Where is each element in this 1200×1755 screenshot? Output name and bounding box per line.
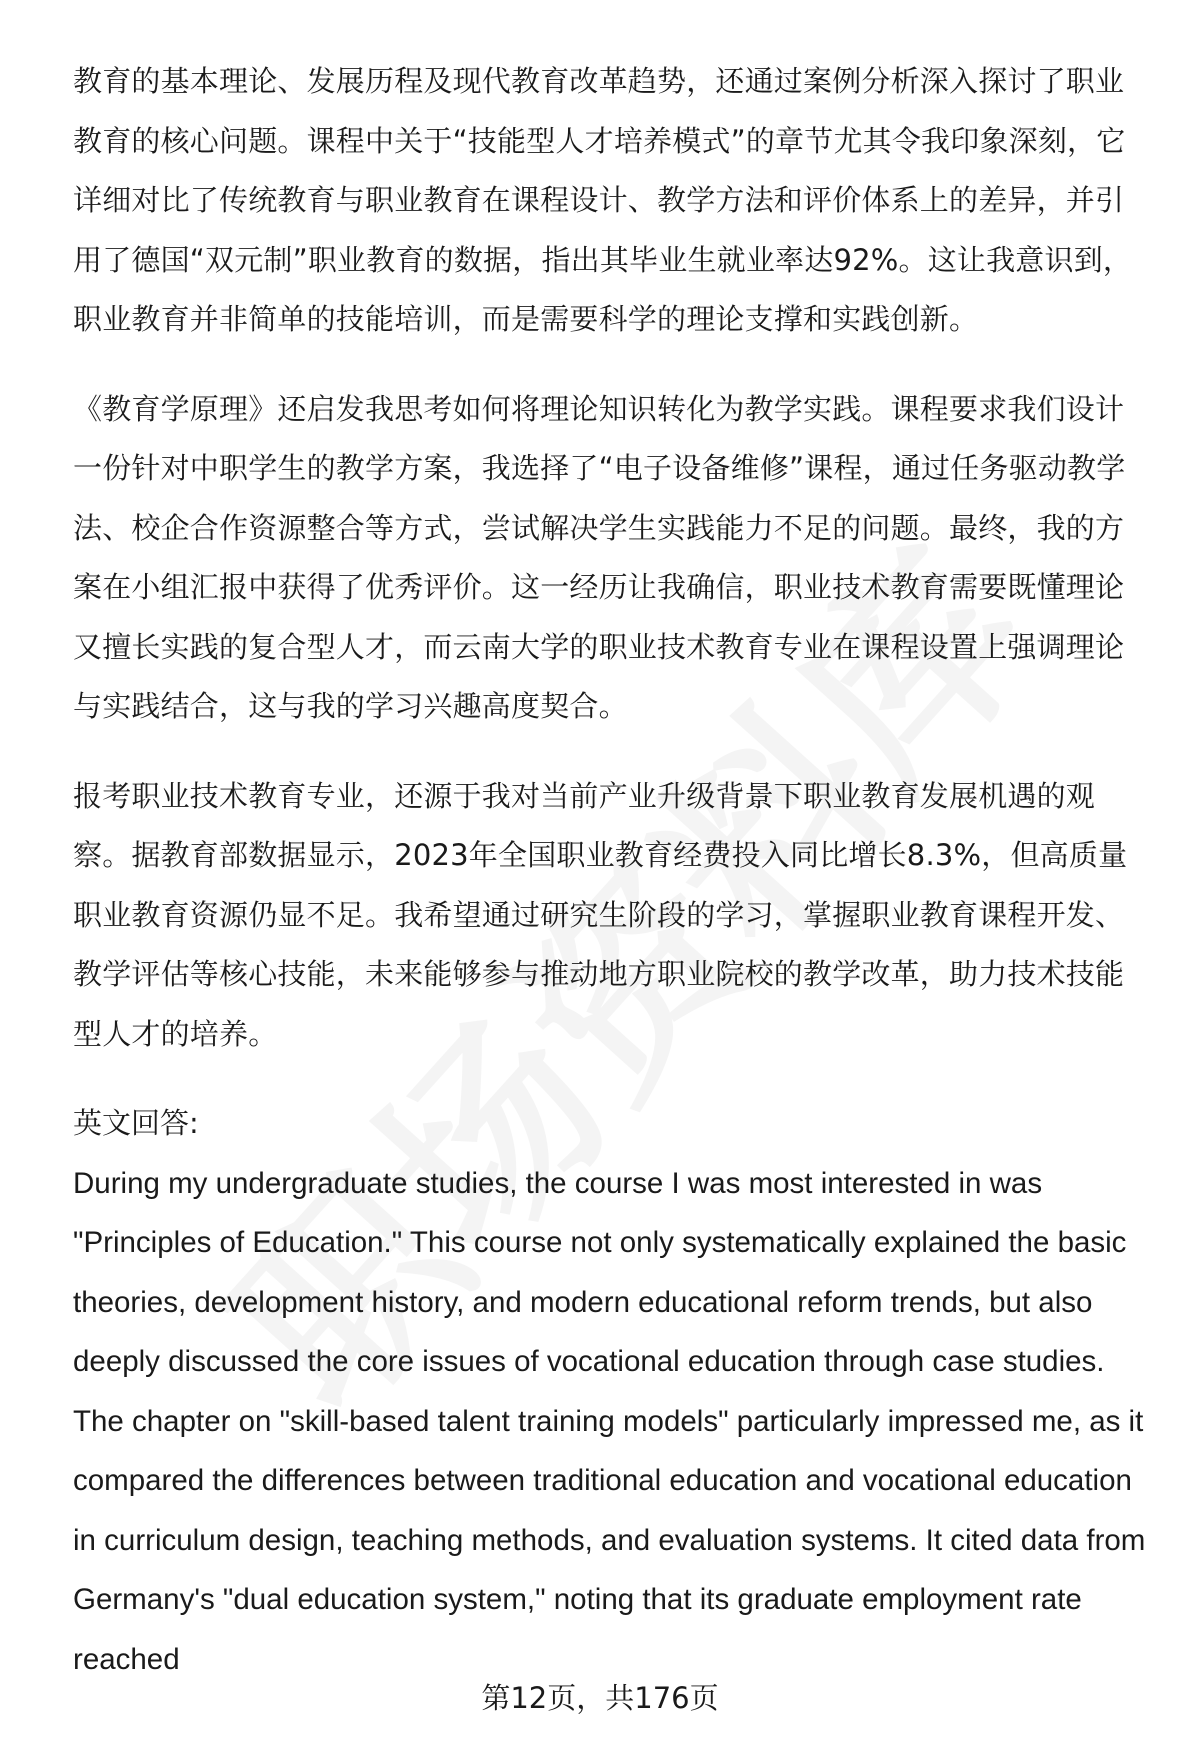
paragraph-2: 《教育学原理》还启发我思考如何将理论知识转化为教学实践。课程要求我们设计一份针对中职学生的教学方案，我选择了“电子设备维修”课程，通过任务驱动教学法、校企合作资源整合等方式，尝试解决学生实践能力不足的问题。最终，我的方案在小组汇报中获得了优秀评价。这一经历让我确信，职业技术教育需要既懂理论又擅长实践的复合型人才，而云南大学的职业技术教育专业在课程设置上强调理论与实践结合，这与我的学习兴趣高度契合。 [73,391,1126,723]
paragraph-3: 报考职业技术教育专业，还源于我对当前产业升级背景下职业教育发展机遇的观察。据教育部数据显示，2023年全国职业教育经费投入同比增长8.3%，但高质量职业教育资源仍显不足。我希望通过研究生阶段的学习，掌握职业教育课程开发、教学评估等核心技能，未来能够参与推动地方职业院校的教学改革，助力技术技能型人才的培养。 [73,778,1128,1051]
english-paragraph: During my undergraduate studies, the course I was most interested in was "Principles of Education." This course not only systematically explained the basic theories, development history, and modern educational reform trends, but also deeply discussed the core issues of vocational education through case studies. The chapter on "skill-based talent training models" particularly impressed me, as it compared the differences between traditional education and vocational education in curriculum design, teaching methods, and evaluation systems. It cited data from Germany's "dual education system," noting that its graduate employment rate reached [73,1166,1146,1676]
english-answer-label: 英文回答: [73,1106,199,1140]
page-number-footer: 第12页，共176页 [481,1681,719,1715]
paragraph-1: 教育的基本理论、发展历程及现代教育改革趋势，还通过案例分析深入探讨了职业教育的核心问题。课程中关于“技能型人才培养模式”的章节尤其令我印象深刻，它详细对比了传统教育与职业教育在课程设计、教学方法和评价体系上的差异，并引用了德国“双元制”职业教育的数据，指出其毕业生就业率达92%。这让我意识到，职业教育并非简单的技能培训，而是需要科学的理论支撑和实践创新。 [73,64,1133,336]
document-body [73,52,1153,1689]
